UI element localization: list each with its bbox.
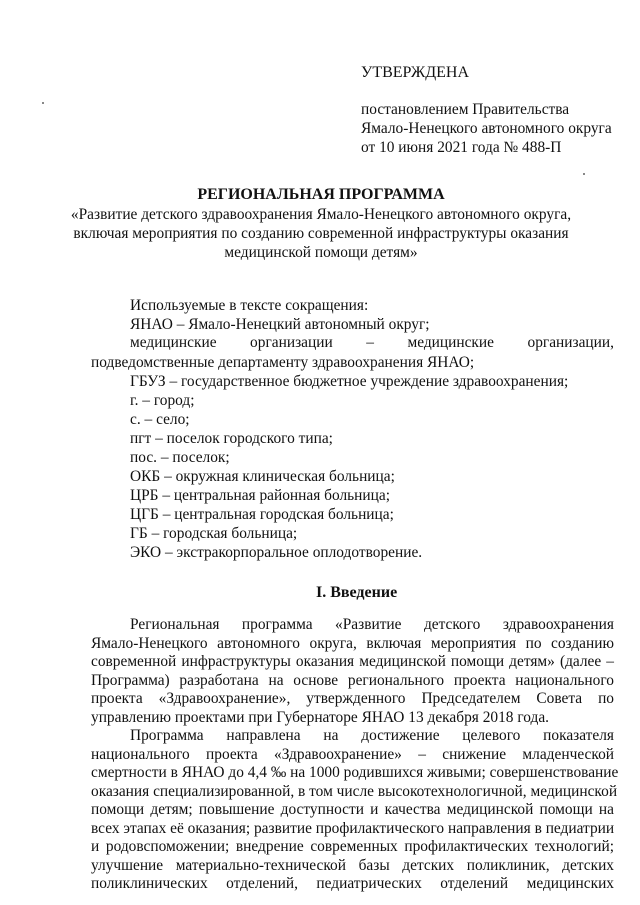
abbreviation-item: с. – село;	[130, 411, 190, 428]
approval-line-2: Ямало-Ненецкого автономного округа	[361, 120, 612, 137]
paragraph-2-line: помощи детям; повышение доступности и качества медицинской помощи на	[91, 801, 614, 818]
abbreviation-item: ЭКО – экстракорпоральное оплодотворение.	[130, 544, 423, 561]
paragraph-2-line: смертности в ЯНАО до 4,4 ‰ на 1000 родившихся живыми; совершенствование	[91, 764, 619, 781]
paragraph-1-line: Региональная программа «Развитие детского здравоохранения	[130, 616, 614, 633]
abbreviation-item: ЦРБ – центральная районная больница;	[130, 487, 391, 504]
abbreviation-item: пгт – поселок городского типа;	[130, 430, 333, 447]
paragraph-1-line: управлению проектами при Губернаторе ЯНАО 13 декабря 2018 года.	[91, 708, 550, 726]
program-subtitle-line-3: медицинской помощи детям»	[224, 244, 418, 261]
abbreviation-item: ОКБ – окружная клиническая больница;	[130, 468, 395, 485]
paragraph-2-line: улучшение материально-технической базы детских поликлиник, детских	[91, 856, 614, 874]
paragraph-2-line: национального проекта «Здравоохранение» – снижение младенческой	[91, 745, 614, 763]
paragraph-2-line: всех этапах её оказания; развитие профилактического направления в педиатрии	[91, 819, 615, 837]
program-subtitle-line-1: «Развитие детского здравоохранения Ямало-Ненецкого автономного округа,	[70, 206, 572, 223]
paragraph-1-line: Ямало-Ненецкого автономного округа, включая мероприятия по созданию	[91, 634, 614, 652]
abbreviation-item: ЦГБ – центральная городская больница;	[130, 506, 394, 523]
paragraph-2-line: оказания специализированной, в том числе высокотехнологичной, медицинской	[91, 782, 618, 800]
abbreviation-item: г. – город;	[130, 392, 195, 409]
scan-speck	[42, 102, 44, 104]
paragraph-2-line: и родовспоможении; внедрение современных профилактических технологий;	[91, 838, 614, 855]
program-subtitle-line-2: включая мероприятия по созданию современной инфраструктуры оказания	[73, 225, 569, 242]
approval-title: УТВЕРЖДЕНА	[361, 64, 470, 81]
abbreviation-item: пос. – поселок;	[130, 449, 230, 466]
section-heading: I. Введение	[316, 584, 398, 601]
abbreviation-medorg-line-2: подведомственные департаменту здравоохранения ЯНАО;	[91, 354, 475, 371]
abbreviation-medorg-line-1: медицинские организации – медицинские организации,	[130, 334, 614, 351]
abbreviation-item: ГБ – городская больница;	[130, 525, 298, 542]
paragraph-2-line: Программа направлена на достижение целевого показателя	[130, 727, 614, 744]
paragraph-2-line: поликлинических отделений, педиатрических отделений медицинских	[91, 875, 614, 892]
paragraph-1-line: современной инфраструктуры оказания медицинской помощи детям» (далее –	[91, 653, 614, 670]
paragraph-1-line: Программа) разработана на основе регионального проекта национального	[91, 671, 614, 689]
abbreviations-intro: Используемые в тексте сокращения:	[130, 297, 369, 314]
approval-line-1: постановлением Правительства	[361, 101, 570, 118]
approval-line-3: от 10 июня 2021 года № 488-П	[361, 139, 562, 156]
abbreviation-yanao: ЯНАО – Ямало-Ненецкий автономный округ;	[130, 316, 430, 333]
paragraph-1-line: проекта «Здравоохранение», утвержденного Председателем Совета по	[91, 690, 614, 707]
abbreviation-item: ГБУЗ – государственное бюджетное учреждение здравоохранения;	[130, 373, 569, 390]
scan-speck	[583, 173, 585, 175]
program-heading: РЕГИОНАЛЬНАЯ ПРОГРАММА	[197, 186, 445, 203]
